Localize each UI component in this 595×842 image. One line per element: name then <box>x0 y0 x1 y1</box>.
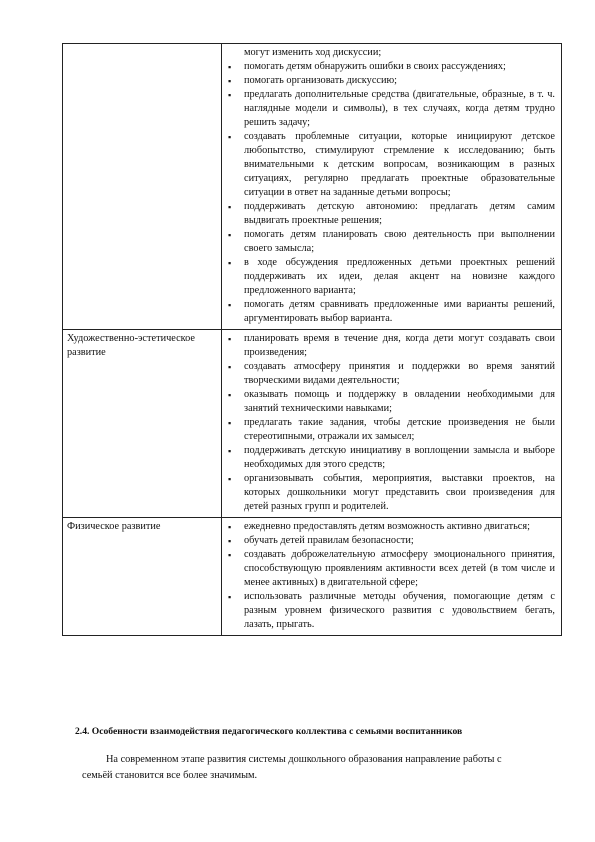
list-item-text: использовать различные методы обучения, помогающие детям с разным уровнем физического развития с удовольствием бегать, лазать, прыгать. <box>244 591 555 630</box>
methods-list <box>226 332 555 514</box>
section-heading: 2.4. Особенности взаимодействия педагогического коллектива с семьями воспитанников <box>75 726 463 737</box>
list-item-text: создавать доброжелательную атмосферу эмоционального принятия, способствующую проявлениям активности всех детей (в том числе и менее активных) в двигательной сфере; <box>244 549 555 588</box>
list-item-text: помогать организовать дискуссию; <box>244 75 398 86</box>
list-item <box>226 534 555 548</box>
bullet-icon: ▪ <box>228 536 232 546</box>
list-item <box>226 548 555 590</box>
list-item-text: ежедневно предоставлять детям возможность активно двигаться; <box>244 521 530 532</box>
bullet-icon: ▪ <box>228 522 232 532</box>
methods-list <box>226 520 555 632</box>
list-item <box>226 74 555 88</box>
area-cell: Физическое развитие <box>63 518 222 636</box>
methods-cell <box>222 518 562 636</box>
list-item <box>226 360 555 388</box>
area-cell: Художественно-эстетическое развитие <box>63 330 222 518</box>
list-item <box>226 332 555 360</box>
list-item-text: помогать детям планировать свою деятельность при выполнении своего замысла; <box>244 229 555 254</box>
bullet-icon: ▪ <box>228 418 232 428</box>
area-cell <box>63 44 222 330</box>
list-item-text: поддерживать детскую автономию: предлагать детям самим выдвигать проектные решения; <box>244 201 555 226</box>
bullet-icon: ▪ <box>228 390 232 400</box>
bullet-icon: ▪ <box>228 132 232 142</box>
list-item-text: планировать время в течение дня, когда дети могут создавать свои произведения; <box>244 333 555 358</box>
list-item <box>226 298 555 326</box>
bullet-icon: ▪ <box>228 258 232 268</box>
list-item <box>226 200 555 228</box>
bullet-icon: ▪ <box>228 62 232 72</box>
list-item <box>226 130 555 200</box>
methods-list <box>226 46 555 326</box>
table-row <box>63 44 562 330</box>
support-methods-table <box>62 43 562 636</box>
list-item-text: в ходе обсуждения предложенных детьми проектных решений поддерживать их идеи, делая акцент на новизне каждого предложенного варианта; <box>244 257 555 296</box>
bullet-icon: ▪ <box>228 334 232 344</box>
bullet-icon: ▪ <box>228 550 232 560</box>
methods-cell <box>222 330 562 518</box>
list-item <box>226 590 555 632</box>
section-paragraph: На современном этапе развития системы дошкольного образования направление работы с семьёй становится все более значимым. <box>82 754 502 781</box>
list-item <box>226 256 555 298</box>
list-item <box>226 60 555 74</box>
list-item-text: помогать детям сравнивать предложенные ими варианты решений, аргументировать выбор варианта. <box>244 299 555 324</box>
bullet-icon: ▪ <box>228 592 232 602</box>
list-item <box>226 228 555 256</box>
list-item-text: создавать проблемные ситуации, которые инициируют детское любопытство, стимулируют стремление к исследованию; быть внимательными к детским вопросам, возникающим в разных ситуациях, регулярно предлагать проектные образовательные ситуации в ответ на заданные детьми вопросы; <box>244 131 555 198</box>
bullet-icon: ▪ <box>228 446 232 456</box>
list-item-text: предлагать такие задания, чтобы детские произведения не были стереотипными, отражали их замысел; <box>244 417 555 442</box>
list-item <box>226 520 555 534</box>
list-item-text: обучать детей правилам безопасности; <box>244 535 414 546</box>
list-item-text: могут изменить ход дискуссии; <box>244 47 382 58</box>
bullet-icon: ▪ <box>228 474 232 484</box>
table-row <box>63 518 562 636</box>
list-item-text: оказывать помощь и поддержку в овладении необходимыми для занятий техническими навыками; <box>244 389 555 414</box>
bullet-icon: ▪ <box>228 362 232 372</box>
bullet-icon: ▪ <box>228 300 232 310</box>
list-item <box>226 388 555 416</box>
bullet-icon: ▪ <box>228 230 232 240</box>
list-item <box>226 88 555 130</box>
bullet-icon: ▪ <box>228 76 232 86</box>
list-item <box>226 416 555 444</box>
list-item-text: помогать детям обнаружить ошибки в своих рассуждениях; <box>244 61 506 72</box>
methods-cell <box>222 44 562 330</box>
list-item <box>226 444 555 472</box>
list-item-text: организовывать события, мероприятия, выставки проектов, на которых дошкольники могут представить свои произведения для детей разных групп и родителей. <box>244 473 555 512</box>
list-item <box>226 46 555 60</box>
list-item-text: предлагать дополнительные средства (двигательные, образные, в т. ч. наглядные модели и символы), в тех случаях, когда детям трудно решить задачу; <box>244 89 555 128</box>
list-item-text: создавать атмосферу принятия и поддержки во время занятий творческими видами деятельности; <box>244 361 555 386</box>
table-row <box>63 330 562 518</box>
bullet-icon: ▪ <box>228 90 232 100</box>
list-item-text: поддерживать детскую инициативу в воплощении замысла и выборе необходимых для этого средств; <box>244 445 555 470</box>
bullet-icon: ▪ <box>228 202 232 212</box>
list-item <box>226 472 555 514</box>
